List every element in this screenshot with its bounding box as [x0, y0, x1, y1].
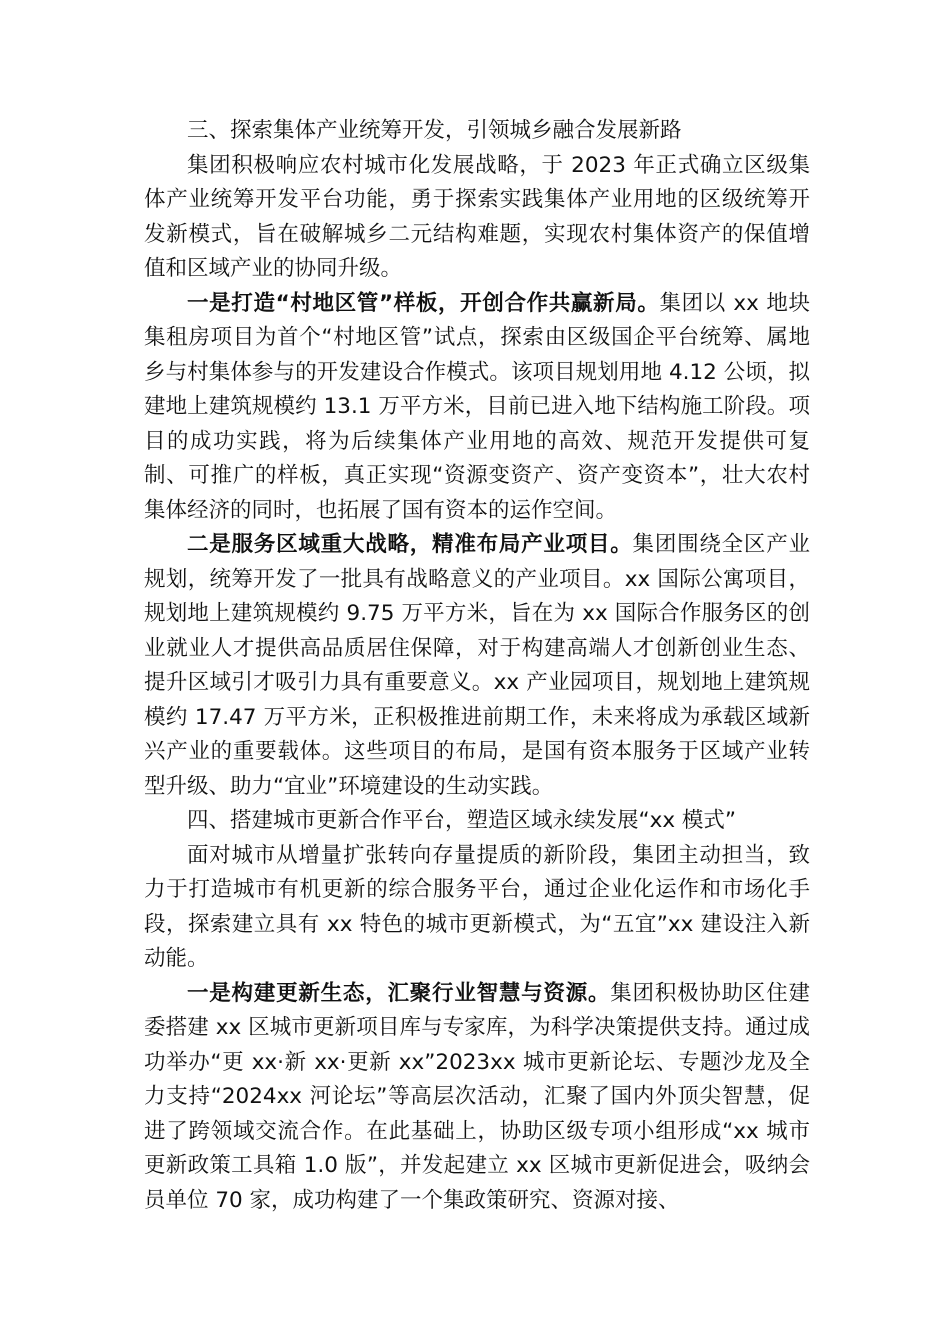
section-4-intro: 面对城市从增量扩张转向存量提质的新阶段，集团主动担当，致力于打造城市有机更新的综合服务平台，通过企业化运作和市场化手段，探索建立具有 xx 特色的城市更新模式，为“五宜”xx 建设注入新动能。: [144, 842, 810, 971]
point-lead: 一是构建更新生态，汇聚行业智慧与资源。: [187, 980, 611, 1006]
section-3-intro: 集团积极响应农村城市化发展战略，于 2023 年正式确立区级集体产业统筹开发平台功能，勇于探索实践集体产业用地的区级统筹开发新模式，旨在破解城乡二元结构难题，实现农村集体资产的保值增值和区域产业的协同升级。: [144, 152, 810, 281]
document-page: [144, 114, 810, 1218]
point-body: 集团以 xx 地块集租房项目为首个“村地区管”试点，探索由区级国企平台统筹、属地乡与村集体参与的开发建设合作模式。该项目规划用地 4.12 公顷，拟建地上建筑规模约 13.1 万平方米，目前已进入地下结构施工阶段。项目的成功实践，将为后续集体产业用地的高效、规范开发提供可复制、可推广的样板，真正实现“资源变资产、资产变资本”，壮大农村集体经济的同时，也拓展了国有资本的运作空间。: [144, 290, 810, 523]
section-4-point-1: [144, 977, 810, 1219]
point-body: 集团围绕全区产业规划，统筹开发了一批具有战略意义的产业项目。xx 国际公寓项目，规划地上建筑规模约 9.75 万平方米，旨在为 xx 国际合作服务区的创业就业人才提供高品质居住保障，对于构建高端人才创新创业生态、提升区域引才吸引力具有重要意义。xx 产业园项目，规划地上建筑规模约 17.47 万平方米，正积极推进前期工作，未来将成为承载区域新兴产业的重要载体。这些项目的布局，是国有资本服务于区域产业转型升级、助力“宜业”环境建设的生动实践。: [144, 532, 810, 799]
point-body: 集团积极协助区住建委搭建 xx 区城市更新项目库与专家库，为科学决策提供支持。通过成功举办“更 xx·新 xx·更新 xx”2023xx 城市更新论坛、专题沙龙及全力支持“2024xx 河论坛”等高层次活动，汇聚了国内外顶尖智慧，促进了跨领域交流合作。在此基础上，协助区级专项小组形成“xx 城市更新政策工具箱 1.0 版”，并发起建立 xx 区城市更新促进会，吸纳会员单位 70 家，成功构建了一个集政策研究、资源对接、: [144, 980, 810, 1213]
section-3-point-1: [144, 287, 810, 529]
section-3-heading: 三、探索集体产业统筹开发，引领城乡融合发展新路: [187, 118, 682, 143]
point-lead: 一是打造“村地区管”样板，开创合作共赢新局。: [187, 290, 660, 316]
point-lead: 二是服务区域重大战略，精准布局产业项目。: [187, 532, 633, 557]
section-3-point-2: [144, 528, 810, 804]
section-4-heading: 四、搭建城市更新合作平台，塑造区域永续发展“xx 模式”: [187, 808, 737, 833]
